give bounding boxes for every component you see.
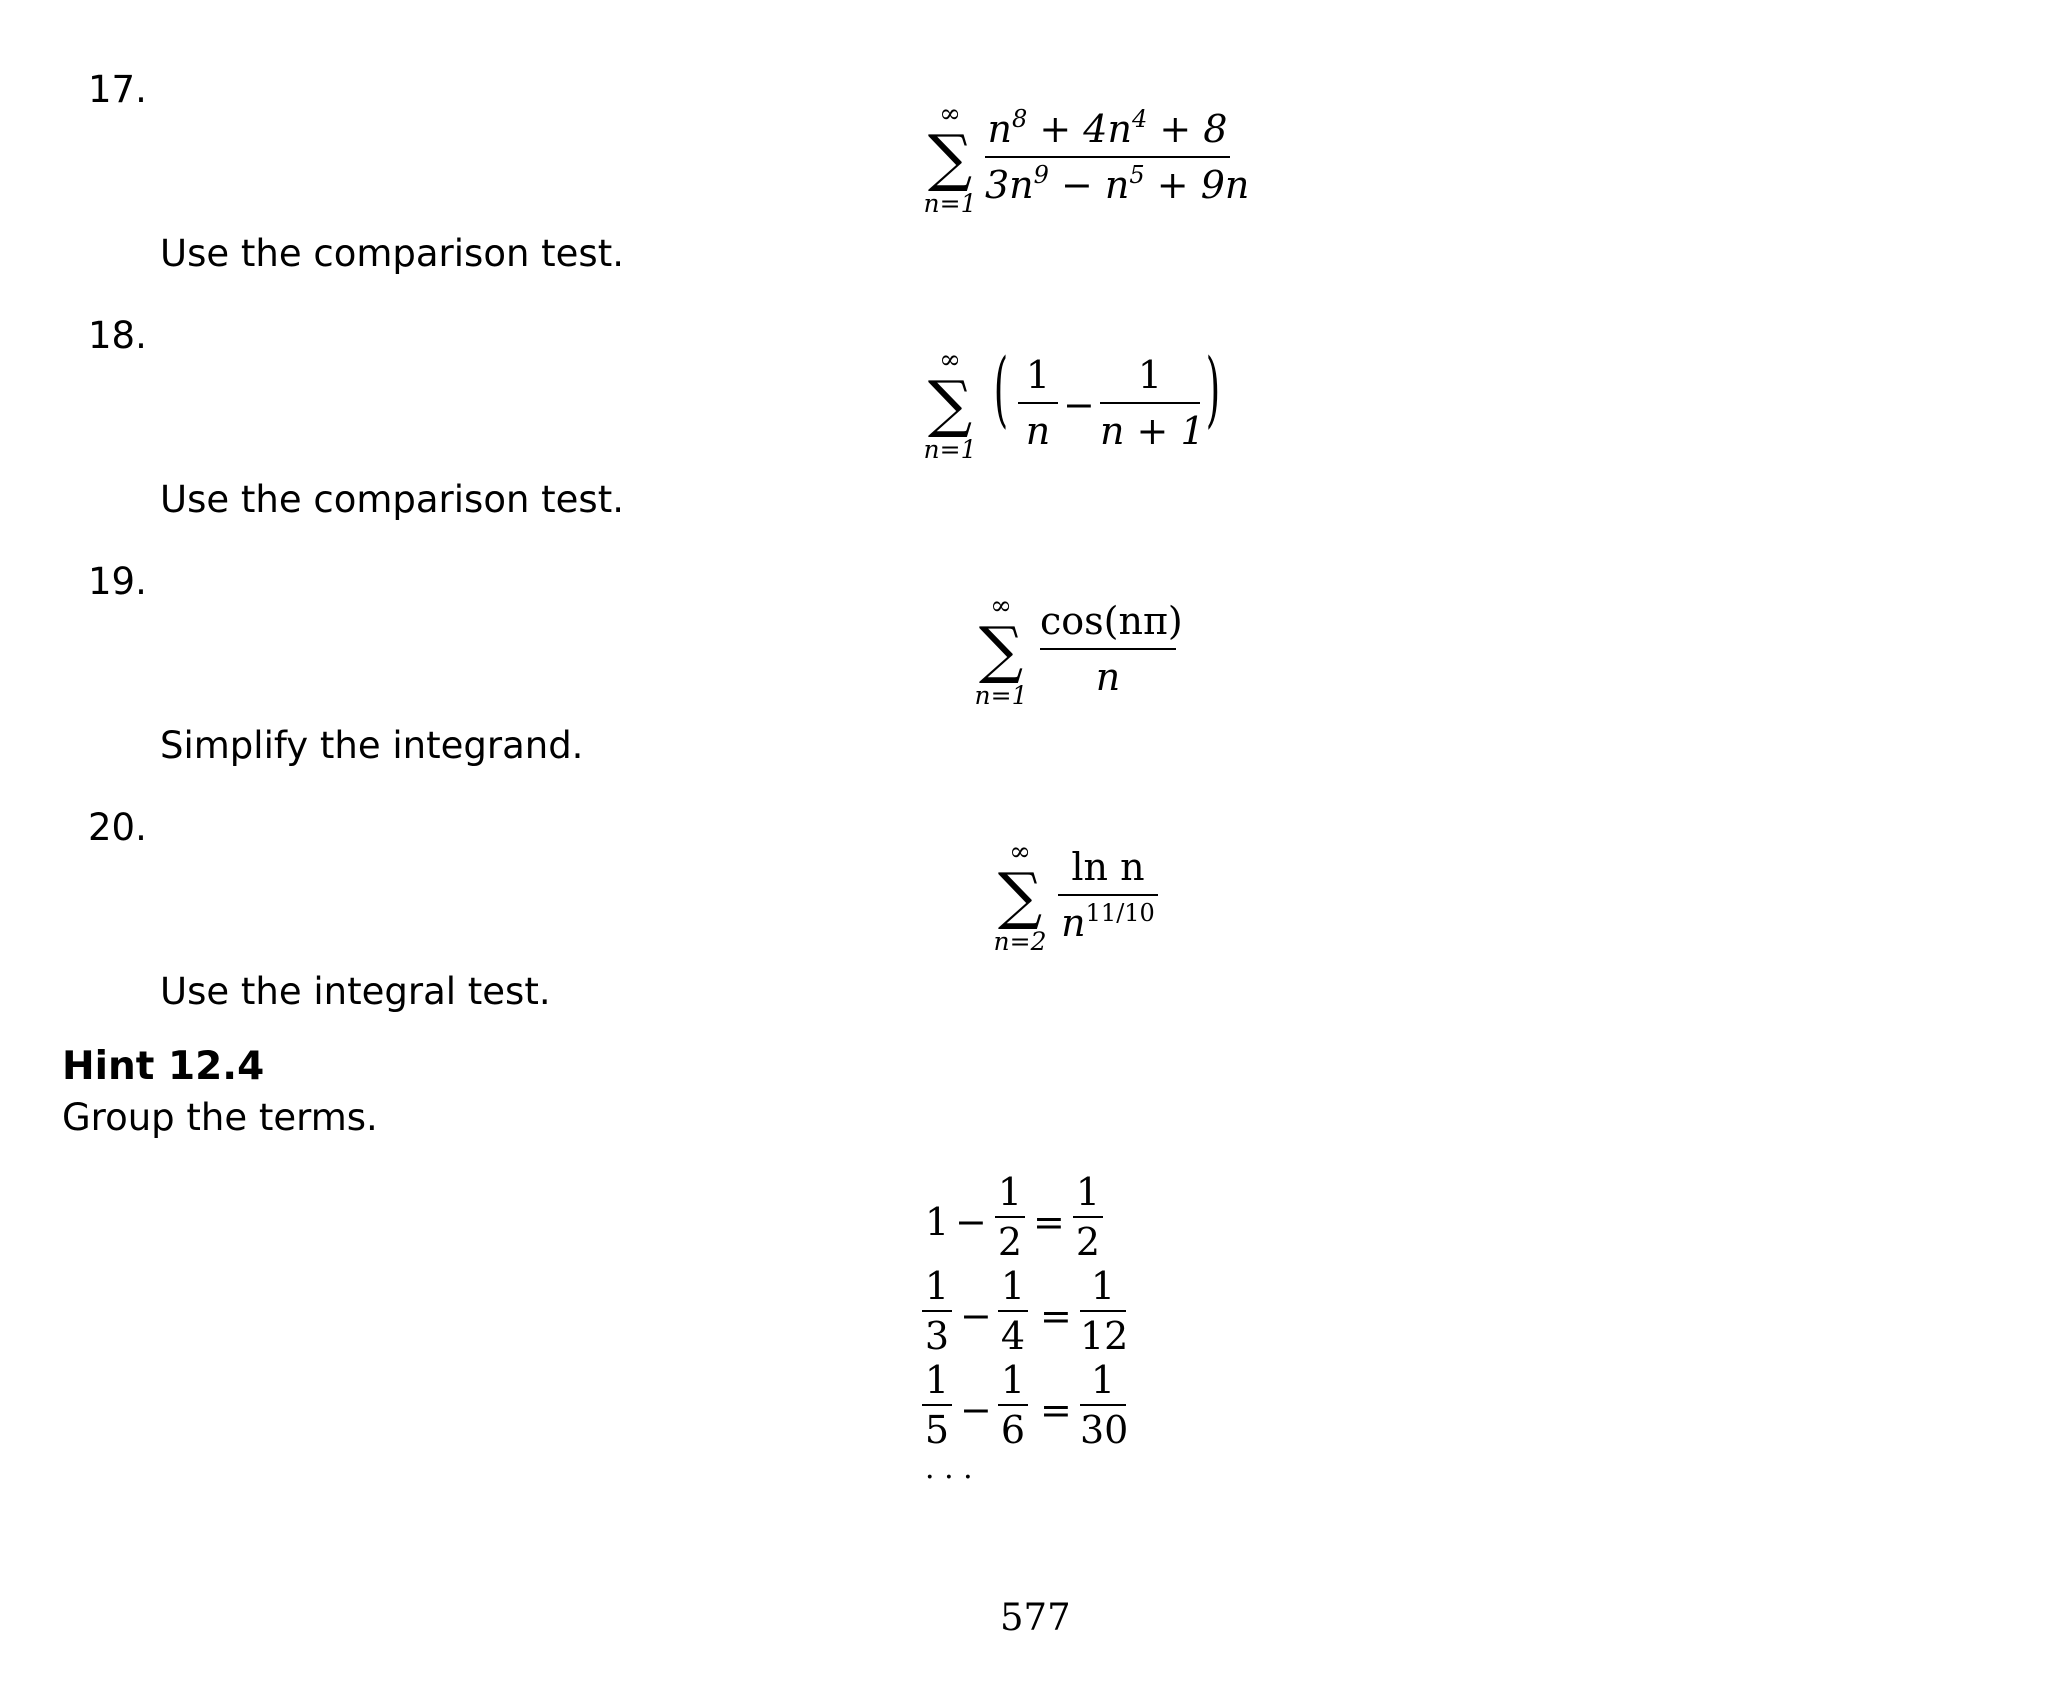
numerator: cos(nπ) xyxy=(1040,599,1183,643)
problem-number-19: 19. xyxy=(88,560,147,603)
numerator: 1 xyxy=(1075,1170,1101,1214)
row2-fraction-c xyxy=(1080,1264,1129,1358)
page-number: 577 xyxy=(1000,1596,1071,1639)
problem-hint-20: Use the integral test. xyxy=(160,970,551,1013)
denominator: $3n^9 - n^5 + 9n$ xyxy=(985,161,1250,207)
fraction-bar xyxy=(922,1404,952,1406)
fraction-20 xyxy=(1058,842,1158,948)
problem-hint-19: Simplify the integrand. xyxy=(160,724,584,767)
problem-hint-18: Use the comparison test. xyxy=(160,478,624,521)
row1-equals: = xyxy=(1033,1200,1065,1244)
right-paren: ) xyxy=(1205,342,1221,437)
problem-hint-17: Use the comparison test. xyxy=(160,232,624,275)
hint-text: Group the terms. xyxy=(62,1096,378,1139)
sigma-icon: ∑ xyxy=(927,367,973,440)
row1-fraction-b xyxy=(995,1170,1025,1264)
denominator: 3 xyxy=(924,1314,950,1358)
minus-sign: − xyxy=(1063,383,1095,427)
fraction-bar xyxy=(1018,402,1058,404)
denominator: 5 xyxy=(924,1408,950,1452)
row1-fraction-c xyxy=(1073,1170,1103,1264)
row2-equals: = xyxy=(1040,1294,1072,1338)
fraction-bar xyxy=(1058,894,1158,896)
sigma-icon: ∑ xyxy=(978,613,1024,686)
row3-fraction-c xyxy=(1080,1358,1129,1452)
fraction-bar xyxy=(998,1404,1028,1406)
fraction-bar xyxy=(998,1310,1028,1312)
sum-upper-limit: ∞ xyxy=(1009,837,1031,867)
sum-lower-limit: n=2 xyxy=(993,927,1047,956)
row2-fraction-b xyxy=(998,1264,1028,1358)
denominator: n xyxy=(1025,409,1051,453)
problem-number-20: 20. xyxy=(88,806,147,849)
left-paren: ( xyxy=(993,342,1009,437)
denominator: $n^{11/10}$ xyxy=(1061,899,1155,945)
problem-number-17: 17. xyxy=(88,68,147,111)
row1-whole: 1 xyxy=(925,1200,950,1244)
fraction-19 xyxy=(1040,596,1183,702)
denominator: 2 xyxy=(1075,1220,1101,1264)
fraction-bar xyxy=(922,1310,952,1312)
denominator: 4 xyxy=(1000,1314,1026,1358)
sum-upper-limit: ∞ xyxy=(939,99,961,129)
fraction-1-over-n xyxy=(1018,350,1058,456)
numerator: $n^8 + 4n^4 + 8$ xyxy=(987,105,1228,151)
fraction-bar xyxy=(1100,402,1200,404)
fraction-bar xyxy=(1080,1310,1126,1312)
denominator: 2 xyxy=(997,1220,1023,1264)
fraction-bar xyxy=(1080,1404,1126,1406)
fraction-17 xyxy=(985,104,1250,210)
sum-upper-limit: ∞ xyxy=(939,345,961,375)
numerator: 1 xyxy=(924,1358,950,1402)
denominator: n xyxy=(1095,655,1121,699)
numerator: 1 xyxy=(1090,1264,1116,1308)
row3-minus: − xyxy=(960,1388,992,1432)
sigma-icon: ∑ xyxy=(997,859,1043,932)
fraction-bar xyxy=(1073,1216,1103,1218)
row3-equals: = xyxy=(1040,1388,1072,1432)
sum-20 xyxy=(985,839,1055,957)
row2-fraction-a xyxy=(922,1264,952,1358)
numerator: 1 xyxy=(997,1170,1023,1214)
sum-lower-limit: n=1 xyxy=(923,189,977,218)
sum-18 xyxy=(915,347,985,465)
problem-number-18: 18. xyxy=(88,314,147,357)
numerator: 1 xyxy=(1090,1358,1116,1402)
hint-heading: Hint 12.4 xyxy=(62,1044,265,1089)
numerator: ln n xyxy=(1071,845,1145,889)
fraction-bar xyxy=(1040,648,1176,650)
row1-minus: − xyxy=(955,1200,987,1244)
sum-upper-limit: ∞ xyxy=(990,591,1012,621)
sum-17 xyxy=(915,101,985,219)
row3-fraction-b xyxy=(998,1358,1028,1452)
numerator: 1 xyxy=(1137,353,1163,397)
sum-lower-limit: n=1 xyxy=(974,681,1028,710)
denominator: 12 xyxy=(1080,1314,1129,1358)
sigma-icon: ∑ xyxy=(927,121,973,194)
numerator: 1 xyxy=(1025,353,1051,397)
numerator: 1 xyxy=(1000,1358,1026,1402)
sum-19 xyxy=(966,593,1036,711)
sum-lower-limit: n=1 xyxy=(923,435,977,464)
ellipsis: · · · xyxy=(925,1460,973,1495)
fraction-bar xyxy=(995,1216,1025,1218)
row3-fraction-a xyxy=(922,1358,952,1452)
fraction-bar xyxy=(985,156,1230,158)
numerator: 1 xyxy=(1000,1264,1026,1308)
fraction-1-over-n-plus-1 xyxy=(1100,350,1205,456)
denominator: n + 1 xyxy=(1100,409,1205,453)
denominator: 30 xyxy=(1080,1408,1129,1452)
numerator: 1 xyxy=(924,1264,950,1308)
row2-minus: − xyxy=(960,1294,992,1338)
denominator: 6 xyxy=(1000,1408,1026,1452)
